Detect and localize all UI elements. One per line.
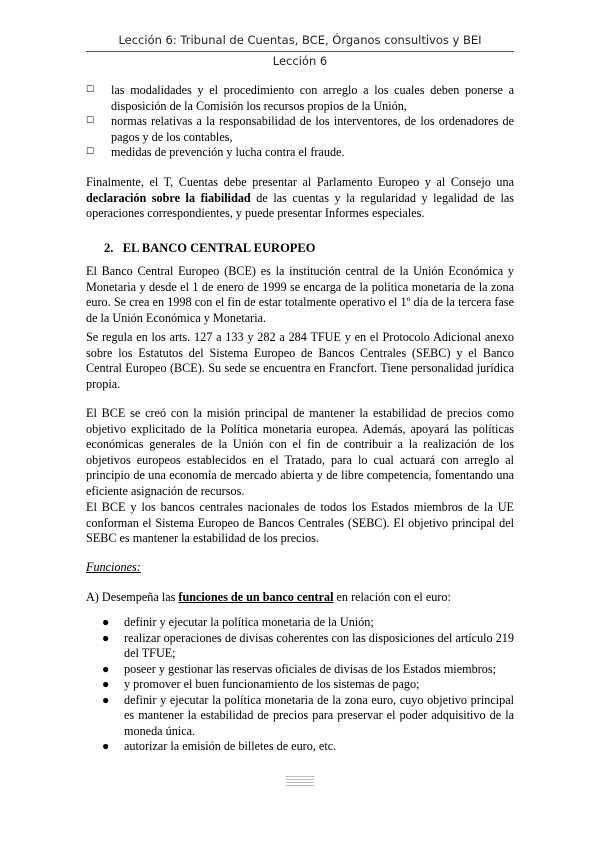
paragraph-final-declaracion: Finalmente, el T, Cuentas debe presentar al Parlamento Europeo y al Consejo una declaración sobre la fiabilidad de las cuentas y la regularidad y legalidad de las operaciones correspondientes, y puede presentar Informes especiales. (86, 175, 514, 220)
bold-term: funciones de un banco central (178, 590, 334, 604)
section-heading: 2. EL BANCO CENTRAL EUROPEO (104, 241, 316, 255)
list-item: ● definir y ejecutar la política monetaria de la zona euro, cuyo objetivo principal es mantener la estabilidad de precios para preservar el poder adquisitivo de la moneda única. (102, 692, 514, 738)
bullet-icon: ● (102, 677, 110, 691)
paragraph-regulacion: Se regula en los arts. 127 a 133 y 282 a 284 TFUE y en el Protocolo Adicional anexo sobre los Estatutos del Sistema Europeo de Bancos Centrales (SEBC) y el Banco Central Europeo (BCE). Su sede se encuentra en Francfort. Tiene personalidad jurídica propia. (86, 330, 514, 391)
list-item: ● autorizar la emisión de billetes de euro, etc. (102, 739, 337, 753)
list-item: ● poseer y gestionar las reservas oficiales de divisas de los Estados miembros; (102, 661, 496, 676)
paragraph-sebc: El BCE y los bancos centrales nacionales de todos los Estados miembros de la UE conforman el Sistema Europeo de Bancos Centrales (SEBC). El objetivo principal del SEBC es mantener la estabilidad de los precios. (86, 500, 514, 545)
running-header-subtitle: Lección 6 (272, 54, 328, 68)
list-item: ● y promover el buen funcionamiento de los sistemas de pago; (102, 677, 420, 691)
paragraph-mision: El BCE se creó con la misión principal de mantener la estabilidad de precios como objetivo explicitado de la Política monetaria europea. Además, apoyará las políticas económicas generales de la Unión con el fin de contribuir a la realización de los objetivos europeos establecidos en el Tratado, para lo cual actuará con arreglo al principio de una economía de mercado abierta y de libre competencia, fomentando una eficiente asignación de recursos. (86, 406, 514, 498)
list-item: ☐ las modalidades y el procedimiento con arreglo a los cuales deben ponerse a disposición de la Comisión los recursos propios de la Unión, (86, 83, 514, 113)
square-bullet-icon: ☐ (86, 147, 95, 157)
list-item: ☐ medidas de prevención y lucha contra el fraude. (86, 145, 345, 159)
funciones-label: Funciones: (86, 560, 141, 574)
bullet-icon: ● (102, 661, 110, 676)
funciones-intro: A) Desempeña las funciones de un banco central en relación con el euro: (86, 590, 451, 604)
bullet-icon: ● (102, 739, 110, 753)
list-item: ● realizar operaciones de divisas coherentes con las disposiciones del artículo 219 del TFUE; (102, 630, 514, 660)
round-bullet-list (86, 615, 514, 755)
footer-logo-mark (286, 776, 314, 788)
list-item: ● definir y ejecutar la política monetaria de la Unión; (102, 615, 374, 629)
square-bullet-icon: ☐ (86, 85, 95, 95)
header-rule (86, 51, 514, 52)
square-bullet-list (86, 83, 514, 161)
running-header-title: Lección 6: Tribunal de Cuentas, BCE, Órganos consultivos y BEI (118, 33, 482, 47)
bullet-icon: ● (102, 692, 110, 707)
bullet-icon: ● (102, 615, 110, 629)
bullet-icon: ● (102, 630, 110, 645)
list-item: ☐ normas relativas a la responsabilidad de los interventores, de los ordenadores de pagos y de los contables, (86, 114, 514, 144)
paragraph-bce-intro: El Banco Central Europeo (BCE) es la institución central de la Unión Económica y Monetaria y desde el 1 de enero de 1999 se encarga de la política monetaria de la zona euro. Se crea en 1998 con el fin de estar totalmente operativo el 1º día de la tercera fase de la Unión Económica y Monetaria. (86, 264, 514, 325)
square-bullet-icon: ☐ (86, 116, 95, 126)
bold-term: declaración sobre la fiabilidad (86, 190, 251, 205)
